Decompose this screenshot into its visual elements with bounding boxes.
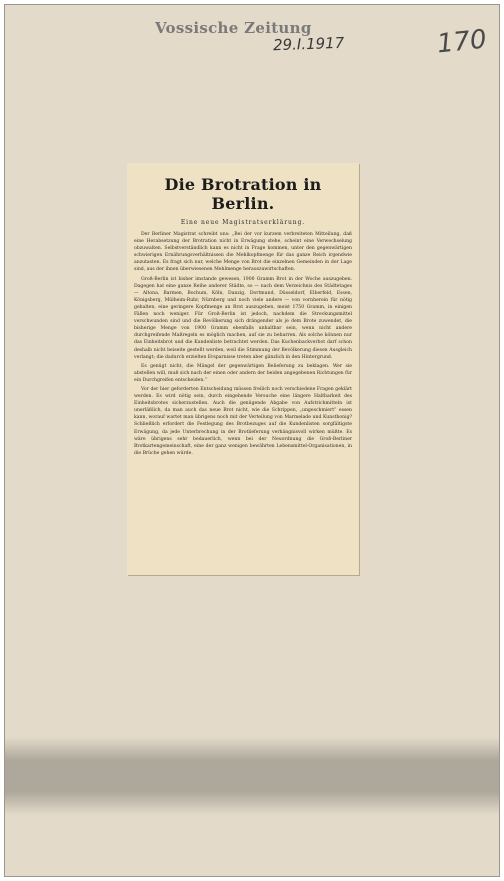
article-paragraph: Groß-Berlin ist bisher imstande gewesen, 1900 Gramm Brot in der Woche auszugeben. Dagegen hat eine ganze Reihe anderer Städte, so — nach dem Verzeichnis des Städtetages — Altona, Barmen, Bochum, Köln, Danzig, Dortmund, Düsseldorf, Elberfeld, Essen, Königsberg, Mülheim-Ruhr, Nürnberg und noch viele andere — von vornherein für nötig gehalten, eine geringere Kopfmenge an Brot auszugeben, meist 1750 Gramm, in einigen Fällen noch weniger. Für Groß-Berlin ist jedoch, nachdem die Streckungsmittel verschwunden sind und die Bevölkerung sich drängender als je dem Brote zuwendet, die bisherige Menge von 1900 Gramm ebenfalls unhaltbar sein, wenn nicht andere durchgreifende Maßregeln es möglich machen, auf sie zu beharren. Als solche können nur das Einheitsbrot und die Kundenliste betrachtet werden. Das Kuchenbackverbot darf schon deshalb nicht beiseite gestellt werden, weil die Stimmung der Bevölkerung diesen Ausgleich verlangt; die dadurch erzielten Ersparnisse treten aber gänzlich in den Hintergrund. xyxy=(134,276,352,360)
article-paragraph: Vor der hier geforderten Entscheidung müssen freilich noch verschiedene Fragen geklärt werden. Es wird nötig sein, durch eingehende Versuche eine längere Haltbarkeit des Einheitsbrotes sicherzustellen. Auch die genügende Abgabe von Aufstrichmitteln ist unerläßlich, da man auch das neue Brot nicht, wie die Schrippen, „ungeschmiert“ essen kann, worauf wartet man übrigens noch mit der Verteilung von Marmelade und Kunsthonig? Schließlich erfordert die Festlegung des Brotbezuges auf die Kundenlisten sorgfältigste Erwägung, da jede Unterbrechung in der Brotlieferung verhängnisvoll wirken müßte. Es wäre übrigens sehr bedauerlich, wenn bei der Neuordnung die Groß-Berliner Brotkartengemeinschaft, eine der ganz wenigen bewährten Lebensmittel-Organisationen, in die Brüche gehen würde. xyxy=(134,386,352,456)
article-headline: Die Brotration in Berlin. xyxy=(164,175,322,213)
scan-shadow-band xyxy=(5,737,499,815)
article-subtitle: Eine neue Magistratserklärung. xyxy=(180,219,306,226)
archive-number: 170 xyxy=(435,24,489,60)
newspaper-clipping xyxy=(127,163,359,575)
newspaper-stamp: Vossische Zeitung xyxy=(155,19,312,37)
handwritten-date: 29.I.1917 xyxy=(272,33,345,55)
archive-sheet xyxy=(4,4,500,877)
article-paragraph: Es genügt nicht, die Mängel der gegenwärtigen Belieferung zu beklagen. Wer sie abstellen will, muß sich nach der einen oder andern der beiden angegebenen Richtungen für ein Durchgreifen entscheiden.“ xyxy=(134,363,352,383)
article-paragraph: Der Berliner Magistrat schreibt uns: „Bei der vor kurzem verbreiteten Mitteilung, daß eine Herabsetzung der Brotration nicht in Erwägung stehe, scheint eine Verwechselung obzuwalten. Selbstverständlich kann es nicht in Frage kommen, unter den gegenwärtigen schwierigen Ernährungsverhältnissen die Mehlkopfmenge für das ganze Reich irgendwie anzutasten. Es fragt sich nur, welche Menge von Brot die einzelnen Gemeinden in der Lage sind, aus der ihnen überwiesenen Mehlmenge herauszuwirtschaften. xyxy=(134,232,352,273)
